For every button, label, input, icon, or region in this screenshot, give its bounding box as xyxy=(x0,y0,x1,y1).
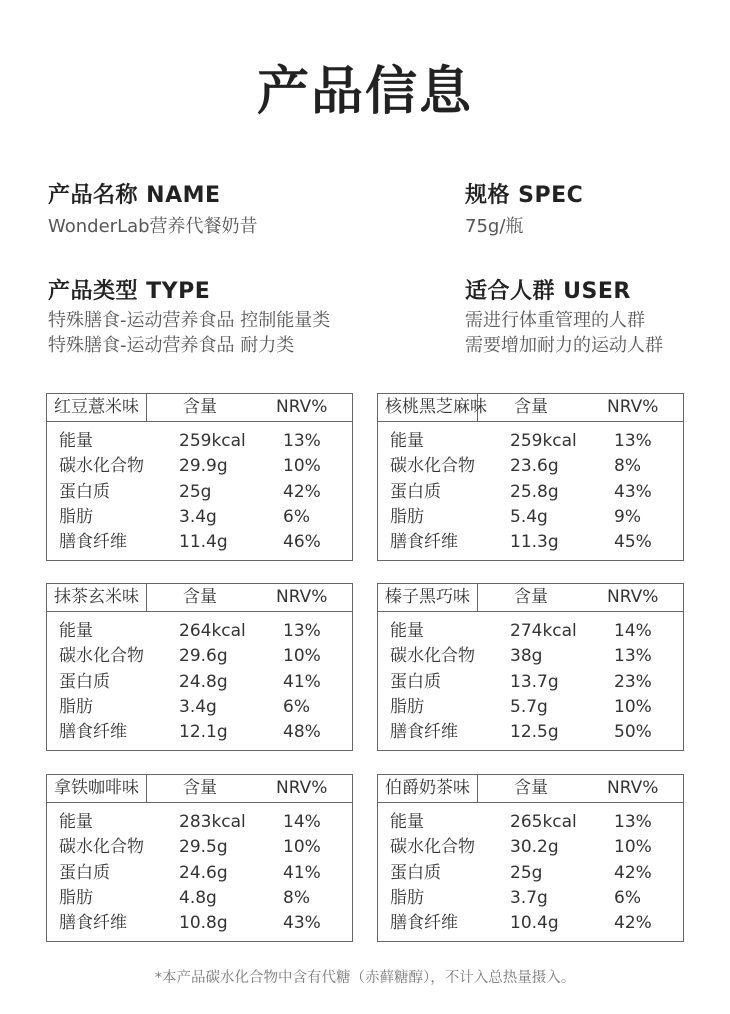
nutrient-amount: 259kcal xyxy=(179,431,246,451)
nutrient-nrv: 8% xyxy=(614,456,641,477)
nutrient-name: 蛋白质 xyxy=(59,481,110,502)
flavor-label: 伯爵奶茶味 xyxy=(378,775,478,802)
table-body xyxy=(378,422,683,555)
product-type-line-1: 特殊膳食-运动营养食品 控制能量类 xyxy=(48,310,331,331)
nutrient-nrv: 10% xyxy=(283,646,321,667)
table-row xyxy=(47,835,352,860)
nutrient-amount: 23.6g xyxy=(510,456,559,477)
nutrient-name: 蛋白质 xyxy=(390,671,441,692)
nutrient-name: 脂肪 xyxy=(59,696,93,717)
product-name-section xyxy=(48,182,258,239)
nutrient-nrv: 6% xyxy=(283,696,310,717)
nutrient-name: 碳水化合物 xyxy=(59,456,144,477)
nutrient-name: 能量 xyxy=(59,812,93,832)
nutrient-name: 蛋白质 xyxy=(390,862,441,883)
target-user-heading: 适合人群 USER xyxy=(465,279,631,304)
nutrient-nrv: 13% xyxy=(614,646,652,667)
table-row xyxy=(47,670,352,695)
flavor-label: 红豆薏米味 xyxy=(47,394,147,421)
nutrition-table xyxy=(377,774,684,942)
nutrient-name: 脂肪 xyxy=(59,506,93,527)
target-user-line-2: 需要增加耐力的运动人群 xyxy=(465,335,663,356)
nutrient-amount: 11.3g xyxy=(510,532,559,553)
nutrient-amount: 283kcal xyxy=(179,812,246,832)
nutrient-name: 膳食纤维 xyxy=(390,722,458,743)
nutrient-amount: 29.5g xyxy=(179,837,228,858)
nutrient-nrv: 10% xyxy=(283,837,321,858)
table-header xyxy=(378,775,683,803)
nutrient-nrv: 10% xyxy=(283,456,321,477)
nutrient-amount: 30.2g xyxy=(510,837,559,858)
table-row xyxy=(378,911,683,936)
nutrition-table xyxy=(46,583,353,751)
nutrient-name: 碳水化合物 xyxy=(390,456,475,477)
product-name-heading: 产品名称 NAME xyxy=(48,183,221,208)
nutrient-amount: 11.4g xyxy=(179,532,228,553)
nutrient-amount: 25g xyxy=(179,481,212,502)
nutrient-amount: 29.9g xyxy=(179,456,228,477)
nutrient-amount: 265kcal xyxy=(510,812,577,832)
table-row xyxy=(47,861,352,886)
nutrient-name: 膳食纤维 xyxy=(390,913,458,934)
target-user-line-1: 需进行体重管理的人群 xyxy=(465,310,645,331)
nutrient-nrv: 41% xyxy=(283,671,321,692)
nutrient-nrv: 13% xyxy=(283,621,321,641)
table-row xyxy=(378,505,683,530)
nutrient-name: 能量 xyxy=(59,621,93,641)
amount-header: 含量 xyxy=(514,587,548,607)
nutrient-name: 碳水化合物 xyxy=(59,837,144,858)
nutrient-nrv: 42% xyxy=(283,481,321,502)
flavor-label: 拿铁咖啡味 xyxy=(47,775,147,802)
table-row xyxy=(47,810,352,835)
nutrient-amount: 5.4g xyxy=(510,506,548,527)
nutrient-nrv: 43% xyxy=(614,481,652,502)
table-row xyxy=(47,644,352,669)
table-row xyxy=(47,720,352,745)
table-row xyxy=(378,480,683,505)
page-title: 产品信息 xyxy=(256,62,473,122)
spec-section xyxy=(465,182,583,239)
nutrient-amount: 24.8g xyxy=(179,671,228,692)
nutrition-table xyxy=(377,393,684,561)
amount-header: 含量 xyxy=(183,778,217,798)
nutrient-name: 脂肪 xyxy=(390,696,424,717)
nutrient-nrv: 13% xyxy=(614,812,652,832)
table-row xyxy=(47,454,352,479)
table-row xyxy=(378,644,683,669)
nutrient-nrv: 10% xyxy=(614,696,652,717)
table-row xyxy=(378,835,683,860)
nutrient-name: 脂肪 xyxy=(390,887,424,908)
nutrient-amount: 264kcal xyxy=(179,621,246,641)
nutrient-nrv: 23% xyxy=(614,671,652,692)
product-type-line-2: 特殊膳食-运动营养食品 耐力类 xyxy=(48,335,295,356)
nutrient-nrv: 46% xyxy=(283,532,321,553)
flavor-label: 榛子黑巧味 xyxy=(378,584,478,611)
table-body xyxy=(47,612,352,745)
table-row xyxy=(47,480,352,505)
nutrient-name: 碳水化合物 xyxy=(59,646,144,667)
nutrient-nrv: 13% xyxy=(614,431,652,451)
table-header xyxy=(378,394,683,422)
nutrient-name: 膳食纤维 xyxy=(59,913,127,934)
table-header xyxy=(47,775,352,803)
nutrient-amount: 24.6g xyxy=(179,862,228,883)
nrv-header: NRV% xyxy=(276,397,328,417)
nutrient-amount: 3.4g xyxy=(179,506,217,527)
table-row xyxy=(47,505,352,530)
table-body xyxy=(378,803,683,936)
flavor-label: 抹茶玄米味 xyxy=(47,584,147,611)
table-row xyxy=(378,861,683,886)
nutrient-nrv: 45% xyxy=(614,532,652,553)
target-user-section xyxy=(465,278,663,358)
table-row xyxy=(47,911,352,936)
nutrient-nrv: 43% xyxy=(283,913,321,934)
nutrient-amount: 5.7g xyxy=(510,696,548,717)
table-row xyxy=(378,695,683,720)
nutrient-name: 脂肪 xyxy=(390,506,424,527)
table-row xyxy=(378,530,683,555)
nutrient-nrv: 8% xyxy=(283,887,310,908)
spec-heading: 规格 SPEC xyxy=(465,183,584,208)
nutrient-nrv: 41% xyxy=(283,862,321,883)
table-body xyxy=(378,612,683,745)
table-row xyxy=(47,619,352,644)
table-row xyxy=(47,695,352,720)
nrv-header: NRV% xyxy=(607,778,659,798)
nutrient-name: 碳水化合物 xyxy=(390,837,475,858)
product-name-value: WonderLab营养代餐奶昔 xyxy=(48,216,258,237)
nutrient-amount: 259kcal xyxy=(510,431,577,451)
nutrient-name: 能量 xyxy=(59,431,93,451)
nutrient-nrv: 13% xyxy=(283,431,321,451)
nutrient-amount: 4.8g xyxy=(179,887,217,908)
table-header xyxy=(47,584,352,612)
table-row xyxy=(47,429,352,454)
nutrient-amount: 10.8g xyxy=(179,913,228,934)
table-body xyxy=(47,803,352,936)
nutrient-name: 蛋白质 xyxy=(59,862,110,883)
nrv-header: NRV% xyxy=(607,397,659,417)
table-row xyxy=(47,886,352,911)
table-row xyxy=(47,530,352,555)
nutrient-nrv: 14% xyxy=(283,812,321,832)
amount-header: 含量 xyxy=(183,587,217,607)
nutrition-table xyxy=(46,774,353,942)
nutrient-amount: 29.6g xyxy=(179,646,228,667)
table-row xyxy=(378,810,683,835)
nutrient-name: 能量 xyxy=(390,812,424,832)
table-row xyxy=(378,619,683,644)
table-row xyxy=(378,454,683,479)
table-row xyxy=(378,720,683,745)
table-row xyxy=(378,886,683,911)
nrv-header: NRV% xyxy=(276,587,328,607)
nutrient-nrv: 9% xyxy=(614,506,641,527)
nutrition-table xyxy=(377,583,684,751)
nutrient-amount: 3.7g xyxy=(510,887,548,908)
nutrient-nrv: 48% xyxy=(283,722,321,743)
spec-value: 75g/瓶 xyxy=(465,216,524,237)
nutrient-nrv: 14% xyxy=(614,621,652,641)
flavor-label: 核桃黑芝麻味 xyxy=(378,394,478,421)
nutrient-amount: 13.7g xyxy=(510,671,559,692)
amount-header: 含量 xyxy=(514,397,548,417)
nutrition-table xyxy=(46,393,353,561)
nutrient-amount: 274kcal xyxy=(510,621,577,641)
nutrient-name: 碳水化合物 xyxy=(390,646,475,667)
nutrient-nrv: 6% xyxy=(283,506,310,527)
amount-header: 含量 xyxy=(183,397,217,417)
nutrient-name: 膳食纤维 xyxy=(59,722,127,743)
amount-header: 含量 xyxy=(514,778,548,798)
nutrient-amount: 25.8g xyxy=(510,481,559,502)
nutrient-name: 脂肪 xyxy=(59,887,93,908)
nutrient-name: 能量 xyxy=(390,621,424,641)
nutrient-name: 蛋白质 xyxy=(59,671,110,692)
table-body xyxy=(47,422,352,555)
table-row xyxy=(378,429,683,454)
nutrient-amount: 10.4g xyxy=(510,913,559,934)
nutrient-name: 膳食纤维 xyxy=(59,532,127,553)
nutrient-amount: 12.5g xyxy=(510,722,559,743)
nutrient-name: 膳食纤维 xyxy=(390,532,458,553)
nrv-header: NRV% xyxy=(276,778,328,798)
nutrient-nrv: 50% xyxy=(614,722,652,743)
nrv-header: NRV% xyxy=(607,587,659,607)
nutrient-nrv: 6% xyxy=(614,887,641,908)
footnote: *本产品碳水化合物中含有代糖（赤藓糖醇），不计入总热量摄入。 xyxy=(154,970,576,986)
nutrient-name: 蛋白质 xyxy=(390,481,441,502)
nutrient-amount: 3.4g xyxy=(179,696,217,717)
nutrient-nrv: 10% xyxy=(614,837,652,858)
table-header xyxy=(47,394,352,422)
nutrient-amount: 25g xyxy=(510,862,543,883)
product-type-heading: 产品类型 TYPE xyxy=(48,279,211,304)
table-row xyxy=(378,670,683,695)
table-header xyxy=(378,584,683,612)
product-type-section xyxy=(48,278,330,358)
nutrient-amount: 12.1g xyxy=(179,722,228,743)
nutrient-amount: 38g xyxy=(510,646,543,667)
nutrient-nrv: 42% xyxy=(614,913,652,934)
nutrient-name: 能量 xyxy=(390,431,424,451)
nutrient-nrv: 42% xyxy=(614,862,652,883)
